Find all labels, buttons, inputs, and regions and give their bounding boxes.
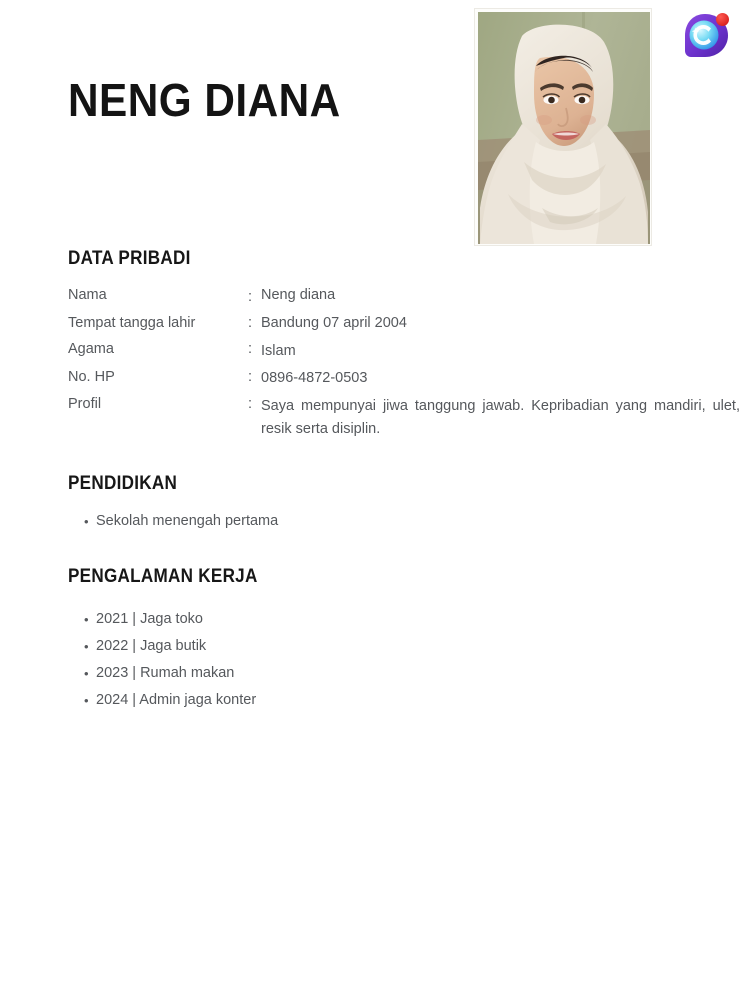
field-colon: : (248, 341, 253, 357)
field-label: Profil (68, 396, 102, 412)
field-colon: : (248, 369, 253, 385)
section-heading-pendidikan: PENDIDIKAN (68, 473, 178, 494)
table-row (68, 395, 740, 441)
bullet-icon: • (84, 612, 89, 627)
field-value: Bandung 07 april 2004 (261, 315, 407, 331)
field-colon: : (248, 289, 253, 305)
field-colon: : (248, 315, 253, 331)
pengalaman-kerja-list (84, 610, 256, 718)
field-label: No. HP (68, 369, 115, 385)
profile-photo-image (478, 12, 650, 244)
page-title: NENG DIANA (68, 74, 341, 126)
pendidikan-list (84, 512, 278, 539)
bullet-icon: • (84, 514, 89, 529)
list-item-label: Sekolah menengah pertama (96, 513, 279, 529)
list-item-label: 2021 | Jaga toko (96, 611, 203, 627)
personal-data-table (68, 286, 740, 448)
field-value: 0896-4872-0503 (261, 370, 368, 386)
field-value: Saya mempunyai jiwa tanggung jawab. Kepribadian yang mandiri, ulet, resik serta disiplin. (261, 398, 740, 437)
list-item (84, 664, 256, 683)
bullet-icon: • (84, 666, 89, 681)
field-value: Neng diana (261, 287, 336, 303)
list-item (84, 637, 256, 656)
field-colon: : (248, 396, 253, 412)
list-item (84, 512, 278, 531)
profile-photo (474, 8, 652, 246)
field-label: Tempat tangga lahir (68, 315, 196, 331)
list-item (84, 610, 256, 629)
list-item-label: 2024 | Admin jaga konter (96, 692, 257, 708)
field-label: Agama (68, 341, 114, 357)
field-label: Nama (68, 287, 107, 303)
list-item-label: 2023 | Rumah makan (96, 665, 235, 681)
section-heading-data-pribadi: DATA PRIBADI (68, 248, 191, 269)
list-item-label: 2022 | Jaga butik (96, 638, 207, 654)
chat-bubble-c-app-icon (678, 8, 734, 64)
table-row (68, 340, 740, 361)
section-heading-pengalaman-kerja: PENGALAMAN KERJA (68, 566, 258, 587)
table-row (68, 368, 740, 388)
field-value: Islam (261, 343, 296, 359)
table-row (68, 286, 740, 307)
bullet-icon: • (84, 693, 89, 708)
bullet-icon: • (84, 639, 89, 654)
list-item (84, 691, 256, 710)
table-row (68, 314, 740, 333)
